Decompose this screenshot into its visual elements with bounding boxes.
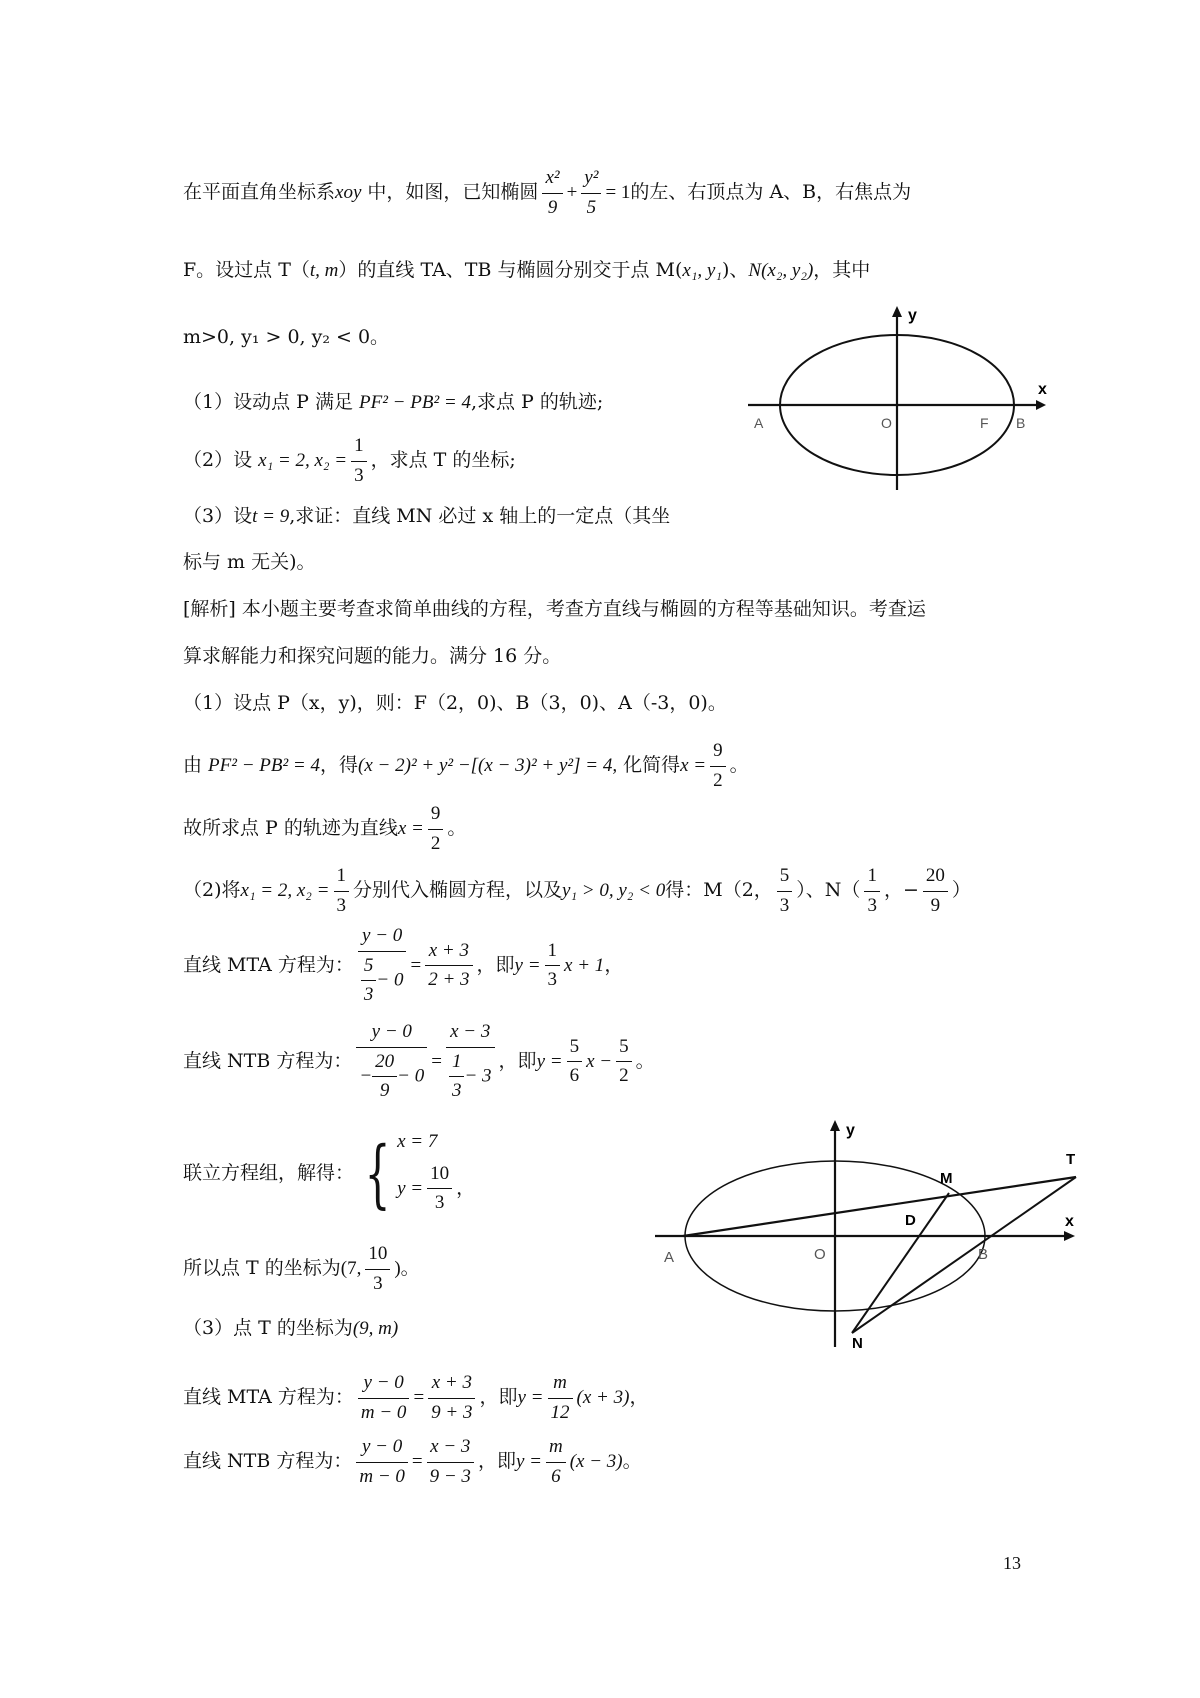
text: ） <box>951 879 971 901</box>
denominator: 9 <box>930 894 941 916</box>
text: （3）点 T 的坐标为 <box>183 1317 353 1339</box>
numerator: m <box>548 1369 573 1399</box>
fraction <box>356 1018 427 1106</box>
math: (9, m) <box>352 1318 399 1339</box>
denominator <box>358 952 407 1010</box>
text: ， <box>604 953 624 976</box>
numerator: 5 <box>616 1033 632 1063</box>
denominator: 9 − 3 <box>429 1465 471 1487</box>
math: = 1 <box>605 182 631 203</box>
numerator: 10 <box>427 1160 452 1190</box>
numerator: y − 0 <box>358 922 407 952</box>
text: 化简得 <box>617 754 681 776</box>
text: 得：M（2， <box>665 879 773 901</box>
math: (x − 2)² + y² −[(x − 3)² + y²] = 4, <box>358 755 618 776</box>
denominator: 9 <box>379 1080 390 1101</box>
numerator: 1 <box>545 937 561 967</box>
line-TN <box>852 1177 1076 1333</box>
text: 。 <box>622 1450 642 1472</box>
text: ， <box>629 1386 649 1408</box>
text: ）、N（ <box>796 879 861 901</box>
fraction <box>428 1369 475 1427</box>
numerator: 5 <box>567 1033 583 1063</box>
numerator: 20 <box>923 862 948 892</box>
label-y: y <box>846 1122 855 1139</box>
math: y₁ > 0, y₂ < 0 <box>562 880 666 901</box>
denominator <box>446 1048 495 1106</box>
analysis-line-2: 算求解能力和探究问题的能力。满分 16 分。 <box>183 645 562 667</box>
denominator: 3 <box>336 894 346 916</box>
text: 分别代入椭圆方程，以及 <box>353 879 563 901</box>
label-x: x <box>1065 1213 1074 1230</box>
denominator: 2 <box>619 1065 629 1087</box>
denominator: 3 <box>779 894 790 916</box>
math: PF² − PB² = 4 <box>359 392 471 413</box>
system-line-y <box>397 1160 475 1218</box>
line-MN <box>852 1193 949 1333</box>
label-D: D <box>905 1212 916 1229</box>
solution-1-derivation <box>183 737 749 795</box>
problem-line-3: m>0, y₁ > 0, y₂ < 0。 <box>183 326 390 348</box>
solution-2-line-mta <box>183 922 623 1010</box>
text: F。设过点 T（ <box>183 259 310 281</box>
text: 的左、右顶点为 A、B，右焦点为 <box>630 181 912 203</box>
text: 直线 NTB 方程为： <box>183 1049 353 1072</box>
math: x₁ = 2, x₂ = <box>258 450 348 471</box>
math: ) <box>394 1258 401 1279</box>
fraction <box>372 1048 397 1106</box>
fraction <box>334 862 350 920</box>
fraction <box>710 737 726 795</box>
analysis-line-1: [解析] 本小题主要考查求简单曲线的方程，考查方直线与椭圆的方程等基础知识。考查运 <box>183 598 926 620</box>
problem-line-1 <box>183 164 911 222</box>
text: )、 <box>721 259 749 281</box>
x-axis-arrow <box>1064 1231 1075 1241</box>
fraction <box>864 862 880 920</box>
text: 。 <box>729 754 749 776</box>
math: xoy <box>335 182 362 203</box>
solution-2-result <box>183 1240 420 1298</box>
math: x − <box>586 1050 613 1072</box>
text: 所以点 T 的坐标为 <box>183 1257 341 1279</box>
text: （1）设动点 P 满足 <box>183 391 359 413</box>
numerator: 9 <box>710 737 726 767</box>
text: ，求点 T 的坐标; <box>370 449 516 471</box>
math: y = <box>536 1050 563 1072</box>
text: ，− <box>883 879 919 901</box>
fraction <box>427 1160 452 1218</box>
denominator: 3 <box>451 1080 462 1101</box>
text: 直线 MTA 方程为： <box>183 1386 354 1408</box>
numerator: 1 <box>351 432 367 462</box>
label-A: A <box>664 1249 675 1266</box>
numerator: m <box>546 1433 566 1463</box>
math: − 3 <box>464 1064 492 1086</box>
text: ,求证：直线 MN 必过 x 轴上的一定点（其坐 <box>289 505 671 527</box>
text: 直线 NTB 方程为： <box>183 1450 353 1472</box>
math: = <box>431 1050 442 1072</box>
x-axis-arrow <box>1036 400 1046 410</box>
label-T: T <box>1066 1151 1076 1168</box>
label-B: B <box>978 1246 989 1263</box>
math: = <box>410 954 422 976</box>
text: ，即 <box>476 953 515 976</box>
fraction <box>923 862 948 920</box>
fraction <box>428 800 444 858</box>
numerator: 10 <box>365 1240 390 1270</box>
numerator: 5 <box>361 952 377 982</box>
math: (x − 3) <box>569 1451 623 1472</box>
solution-3-setup <box>183 1317 398 1341</box>
fraction <box>358 922 407 1010</box>
fraction <box>545 937 561 995</box>
text: 由 <box>183 754 209 776</box>
numerator: 1 <box>334 862 350 892</box>
math: y = <box>514 954 541 976</box>
math: y = <box>515 1451 542 1472</box>
text: 。 <box>447 817 467 839</box>
denominator: 2 <box>713 769 723 791</box>
fraction <box>567 1033 583 1091</box>
solution-1-conclusion <box>183 800 466 858</box>
text: 联立方程组，解得： <box>183 1162 355 1184</box>
numerator: y − 0 <box>358 1369 410 1399</box>
text: ，其中 <box>813 259 871 281</box>
text: 故所求点 P 的轨迹为直线 <box>183 817 398 839</box>
numerator: 1 <box>449 1048 465 1078</box>
math: x₁ = 2, x₂ = <box>240 880 330 901</box>
text: 在平面直角坐标系 <box>183 181 336 203</box>
text: （2)将 <box>183 879 241 901</box>
text: ,求点 P 的轨迹; <box>470 391 604 413</box>
text: ）的直线 TA、TB 与椭圆分别交于点 M( <box>338 259 683 281</box>
math: x₁, y₁ <box>682 260 722 281</box>
label-F: F <box>980 415 989 431</box>
math: x = <box>397 818 424 839</box>
system-line-x: x = 7 <box>397 1131 438 1152</box>
math: t = 9 <box>252 506 290 527</box>
math: y = <box>517 1387 544 1408</box>
math: y = <box>397 1177 424 1199</box>
denominator: 3 <box>373 1272 383 1294</box>
solution-3-line-ntb <box>183 1433 642 1491</box>
y-axis-arrow <box>830 1120 840 1131</box>
denominator: 3 <box>867 894 877 916</box>
numerator: 1 <box>864 862 880 892</box>
left-brace: { <box>364 1130 391 1217</box>
fraction <box>616 1033 632 1091</box>
fraction <box>546 1433 566 1491</box>
math: (x + 3) <box>576 1387 630 1408</box>
math: x + 1 <box>564 954 605 976</box>
numerator: y² <box>581 164 601 194</box>
denominator: 3 <box>547 969 558 991</box>
numerator: 5 <box>777 862 793 892</box>
text: 。 <box>635 1049 655 1072</box>
math: N(x₂, y₂) <box>748 260 814 281</box>
fraction <box>449 1048 465 1106</box>
question-3 <box>183 505 670 529</box>
denominator: 3 <box>434 1192 445 1214</box>
figure-1-ellipse <box>740 300 1060 495</box>
solution-2-system <box>183 1124 475 1224</box>
system <box>397 1124 475 1224</box>
fraction <box>542 164 562 222</box>
problem-line-2 <box>183 259 870 283</box>
label-O: O <box>881 415 892 431</box>
fraction <box>356 1433 408 1491</box>
solution-2-line-ntb <box>183 1018 655 1106</box>
label-O: O <box>814 1246 826 1263</box>
label-B: B <box>1016 415 1026 431</box>
math: − 0 <box>397 1064 425 1086</box>
fraction <box>425 937 472 995</box>
line-TA <box>683 1177 1076 1236</box>
text: ，即 <box>477 1450 516 1472</box>
numerator: 9 <box>428 800 444 830</box>
fraction <box>351 432 367 490</box>
math: − 0 <box>376 968 404 990</box>
math: PF² − PB² = 4 <box>208 755 321 776</box>
math: (7, <box>340 1258 362 1279</box>
denominator: 2 <box>430 832 441 854</box>
denominator: 5 <box>586 196 597 218</box>
fraction <box>427 1433 474 1491</box>
numerator: x − 3 <box>446 1018 495 1048</box>
denominator: 6 <box>551 1465 561 1487</box>
fraction <box>548 1369 573 1427</box>
question-2 <box>183 432 516 490</box>
text: ，即 <box>498 1049 537 1072</box>
y-axis-arrow <box>892 306 902 317</box>
figure-2-ellipse-lines <box>650 1115 1100 1350</box>
text: （2）设 <box>183 449 259 471</box>
denominator: 6 <box>569 1065 580 1087</box>
math: + <box>566 182 578 203</box>
numerator: x − 3 <box>427 1433 474 1463</box>
math: x = <box>680 755 707 776</box>
text: ， <box>456 1176 476 1199</box>
numerator: x² <box>542 164 562 194</box>
question-3-cont: 标与 m 无关)。 <box>183 551 316 573</box>
text: 中，如图，已知椭圆 <box>361 181 539 203</box>
label-y: y <box>908 307 917 324</box>
solution-3-line-mta <box>183 1369 648 1427</box>
text: ，即 <box>479 1386 518 1408</box>
denominator: 3 <box>363 984 374 1005</box>
math: = <box>413 1387 425 1408</box>
text: 。 <box>400 1257 420 1279</box>
fraction <box>777 862 793 920</box>
label-N: N <box>852 1335 863 1350</box>
label-A: A <box>754 415 764 431</box>
text: 直线 MTA 方程为： <box>183 953 354 976</box>
solution-1-setup: （1）设点 P（x，y)，则：F（2，0)、B（3，0)、A（-3，0)。 <box>183 692 727 714</box>
fraction <box>361 952 377 1010</box>
denominator: 2 + 3 <box>428 969 470 991</box>
fraction <box>358 1369 410 1427</box>
math: = <box>411 1451 423 1472</box>
denominator: m − 0 <box>359 1465 405 1487</box>
page-number: 13 <box>1003 1553 1021 1573</box>
fraction <box>581 164 601 222</box>
numerator: y − 0 <box>356 1018 427 1048</box>
denominator: 9 + 3 <box>431 1401 473 1423</box>
math: t, m <box>309 260 339 281</box>
denominator <box>356 1048 427 1106</box>
numerator: x + 3 <box>425 937 472 967</box>
fraction <box>446 1018 495 1106</box>
denominator: 12 <box>550 1401 570 1423</box>
math: − <box>359 1064 373 1086</box>
denominator: 3 <box>354 464 364 486</box>
denominator: 9 <box>547 196 558 218</box>
fraction <box>365 1240 390 1298</box>
numerator: 20 <box>372 1048 397 1078</box>
numerator: x + 3 <box>428 1369 475 1399</box>
question-1 <box>183 391 603 415</box>
label-x: x <box>1038 381 1047 398</box>
denominator: m − 0 <box>360 1401 407 1423</box>
text: （3）设 <box>183 505 253 527</box>
label-M: M <box>940 1170 953 1187</box>
text: ，得 <box>320 754 359 776</box>
numerator: y − 0 <box>356 1433 408 1463</box>
solution-2-points <box>183 862 971 920</box>
